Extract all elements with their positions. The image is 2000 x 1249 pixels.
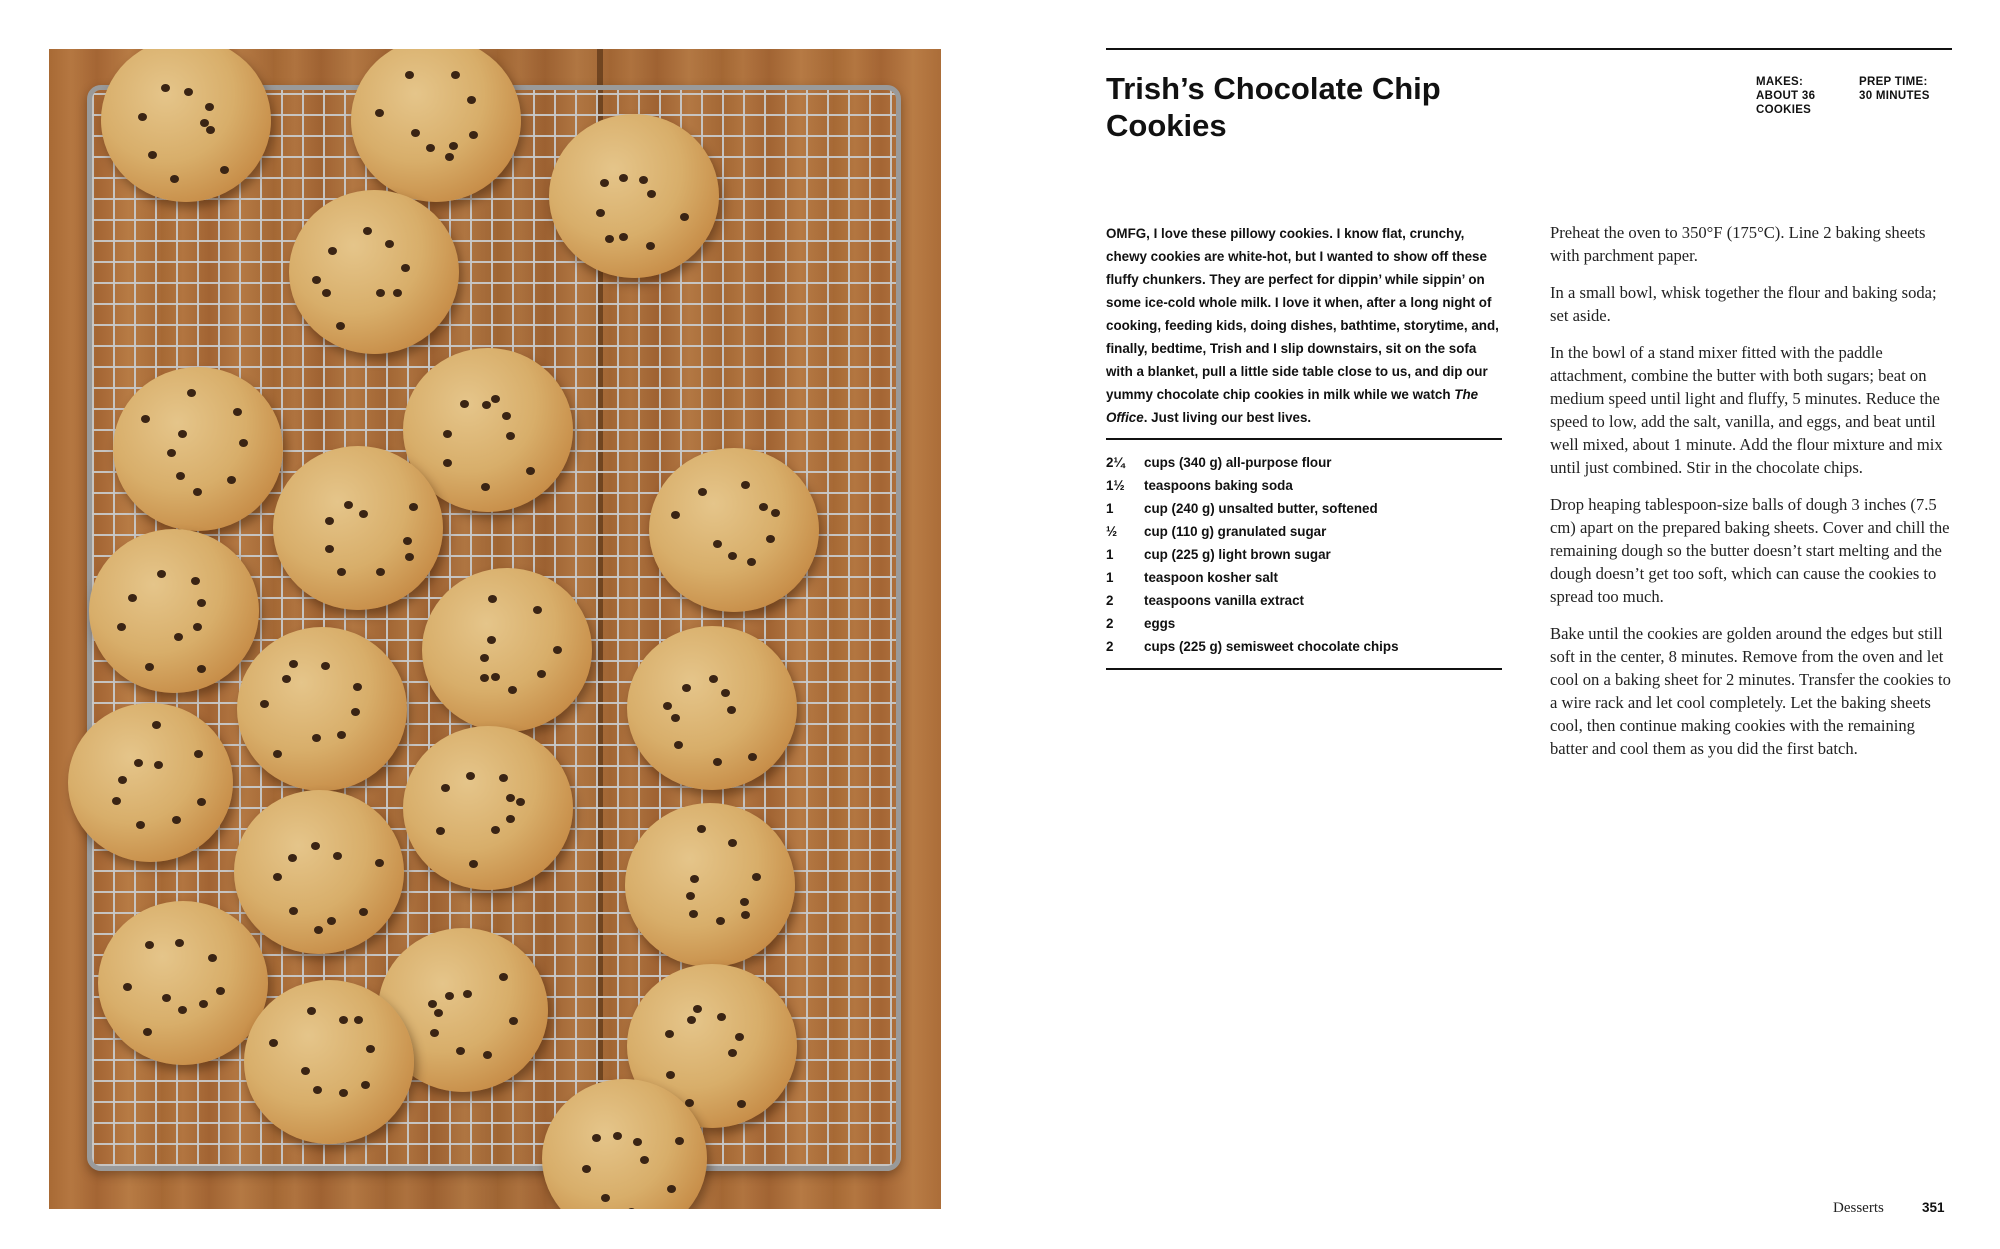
chocolate-chip bbox=[282, 675, 291, 683]
chocolate-chip bbox=[671, 714, 680, 722]
chocolate-chip bbox=[344, 501, 353, 509]
chocolate-chip bbox=[480, 654, 489, 662]
chocolate-chip bbox=[482, 401, 491, 409]
chocolate-chip bbox=[112, 797, 121, 805]
chocolate-chip bbox=[445, 153, 454, 161]
chocolate-chip bbox=[312, 276, 321, 284]
ingredients-list bbox=[1106, 451, 1506, 658]
chocolate-chip bbox=[184, 88, 193, 96]
chocolate-chip bbox=[601, 1194, 610, 1202]
chocolate-chip bbox=[713, 758, 722, 766]
ingredient-text: teaspoons baking soda bbox=[1144, 478, 1293, 493]
chocolate-chip bbox=[220, 166, 229, 174]
chocolate-chip bbox=[145, 663, 154, 671]
chocolate-chip bbox=[328, 247, 337, 255]
chocolate-chip bbox=[721, 689, 730, 697]
cookie bbox=[403, 726, 573, 890]
top-rule bbox=[1106, 48, 1952, 50]
method-step: Preheat the oven to 350°F (175°C). Line 2 baking sheets with parchment paper. bbox=[1550, 223, 1926, 265]
intro-show-title: The Office bbox=[1106, 387, 1479, 425]
chocolate-chip bbox=[445, 992, 454, 1000]
chocolate-chip bbox=[747, 558, 756, 566]
ingredient-quantity: ½ bbox=[1106, 524, 1118, 539]
chocolate-chip bbox=[506, 432, 515, 440]
chocolate-chip bbox=[674, 741, 683, 749]
chocolate-chip bbox=[516, 798, 525, 806]
recipe-title: Trish’s Chocolate Chip Cookies bbox=[1106, 71, 1441, 143]
method-step: Bake until the cookies are golden around the edges but still soft in the center, 8 minutes. Remove from the oven and let cool on a baking sheet for 2 minutes. Transfer the cookies to a wire rack and let cool completely. Let the baking sheets cool, then continue making cookies with the remaining batter and cool them as you did the first batch. bbox=[1550, 624, 1951, 758]
cookie bbox=[422, 568, 592, 732]
prep-time-info bbox=[1859, 75, 1959, 103]
chocolate-chip bbox=[728, 552, 737, 560]
chocolate-chip bbox=[239, 439, 248, 447]
ingredient-quantity: 1½ bbox=[1106, 478, 1125, 493]
chocolate-chip bbox=[675, 1137, 684, 1145]
chocolate-chip bbox=[481, 483, 490, 491]
cookie bbox=[237, 627, 407, 791]
chocolate-chip bbox=[301, 1067, 310, 1075]
ingredient-quantity: 1 bbox=[1106, 501, 1114, 516]
chocolate-chip bbox=[273, 750, 282, 758]
cookie-photo bbox=[49, 49, 941, 1209]
chocolate-chip bbox=[375, 859, 384, 867]
chocolate-chip bbox=[697, 825, 706, 833]
ingredient-quantity: 2¼ bbox=[1106, 455, 1125, 470]
cookie bbox=[627, 626, 797, 790]
method-step: In the bowl of a stand mixer fitted with the paddle attachment, combine the butter with both sugars; beat on medium speed until light and fluffy, 5 minutes. Reduce the speed to low, add the salt, vanilla, and eggs, and beat until well mixed, about 1 minute. Add the flour mixture and mix until just combined. Stir in the chocolate chips. bbox=[1550, 343, 1943, 477]
chocolate-chip bbox=[403, 537, 412, 545]
chocolate-chip bbox=[600, 179, 609, 187]
chocolate-chip bbox=[393, 289, 402, 297]
chocolate-chip bbox=[321, 662, 330, 670]
ingredient-text: teaspoon kosher salt bbox=[1144, 570, 1278, 585]
chocolate-chip bbox=[680, 213, 689, 221]
chocolate-chip bbox=[312, 734, 321, 742]
chocolate-chip bbox=[205, 103, 214, 111]
chocolate-chip bbox=[174, 633, 183, 641]
chocolate-chip bbox=[460, 400, 469, 408]
chocolate-chip bbox=[193, 488, 202, 496]
chocolate-chip bbox=[728, 1049, 737, 1057]
chocolate-chip bbox=[689, 910, 698, 918]
chocolate-chip bbox=[693, 1005, 702, 1013]
chocolate-chip bbox=[366, 1045, 375, 1053]
ingredient-quantity: 1 bbox=[1106, 547, 1114, 562]
chocolate-chip bbox=[613, 1132, 622, 1140]
chocolate-chip bbox=[208, 954, 217, 962]
ingredients-bottom-rule bbox=[1106, 668, 1502, 670]
ingredients-top-rule bbox=[1106, 438, 1502, 440]
ingredient-text: cups (225 g) semisweet chocolate chips bbox=[1144, 639, 1399, 654]
chocolate-chip bbox=[405, 71, 414, 79]
chocolate-chip bbox=[441, 784, 450, 792]
chocolate-chip bbox=[154, 761, 163, 769]
chocolate-chip bbox=[426, 144, 435, 152]
chocolate-chip bbox=[451, 71, 460, 79]
ingredient-text: cup (240 g) unsalted butter, softened bbox=[1144, 501, 1378, 516]
cookie bbox=[89, 529, 259, 693]
chocolate-chip bbox=[172, 816, 181, 824]
chocolate-chip bbox=[487, 636, 496, 644]
chocolate-chip bbox=[325, 517, 334, 525]
chocolate-chip bbox=[336, 322, 345, 330]
chocolate-chip bbox=[666, 1071, 675, 1079]
chocolate-chip bbox=[333, 852, 342, 860]
chocolate-chip bbox=[727, 706, 736, 714]
chocolate-chip bbox=[709, 675, 718, 683]
chocolate-chip bbox=[633, 1138, 642, 1146]
chocolate-chip bbox=[138, 113, 147, 121]
chocolate-chip bbox=[553, 646, 562, 654]
chocolate-chip bbox=[605, 235, 614, 243]
chocolate-chip bbox=[639, 176, 648, 184]
chocolate-chip bbox=[596, 209, 605, 217]
chocolate-chip bbox=[443, 430, 452, 438]
chocolate-chip bbox=[467, 96, 476, 104]
chocolate-chip bbox=[663, 702, 672, 710]
chocolate-chip bbox=[170, 175, 179, 183]
cookie bbox=[649, 448, 819, 612]
chocolate-chip bbox=[466, 772, 475, 780]
chocolate-chip bbox=[640, 1156, 649, 1164]
ingredient-item bbox=[1106, 497, 1506, 520]
chocolate-chip bbox=[713, 540, 722, 548]
makes-info bbox=[1756, 75, 1836, 117]
chocolate-chip bbox=[716, 917, 725, 925]
chocolate-chip bbox=[145, 941, 154, 949]
chocolate-chip bbox=[682, 684, 691, 692]
footer-section-name: Desserts bbox=[1833, 1200, 1884, 1216]
cookie bbox=[113, 367, 283, 531]
chocolate-chip bbox=[193, 623, 202, 631]
chocolate-chip bbox=[361, 1081, 370, 1089]
cookie bbox=[273, 446, 443, 610]
ingredient-text: cups (340 g) all-purpose flour bbox=[1144, 455, 1332, 470]
chocolate-chip bbox=[436, 827, 445, 835]
chocolate-chip bbox=[359, 510, 368, 518]
chocolate-chip bbox=[339, 1089, 348, 1097]
chocolate-chip bbox=[717, 1013, 726, 1021]
chocolate-chip bbox=[289, 660, 298, 668]
chocolate-chip bbox=[627, 1208, 636, 1209]
chocolate-chip bbox=[737, 1100, 746, 1108]
ingredient-item bbox=[1106, 566, 1506, 589]
chocolate-chip bbox=[619, 233, 628, 241]
chocolate-chip bbox=[206, 126, 215, 134]
chocolate-chip bbox=[456, 1047, 465, 1055]
chocolate-chip bbox=[771, 509, 780, 517]
chocolate-chip bbox=[480, 674, 489, 682]
chocolate-chip bbox=[488, 595, 497, 603]
chocolate-chip bbox=[728, 839, 737, 847]
chocolate-chip bbox=[176, 472, 185, 480]
chocolate-chip bbox=[128, 594, 137, 602]
chocolate-chip bbox=[671, 511, 680, 519]
chocolate-chip bbox=[288, 854, 297, 862]
chocolate-chip bbox=[260, 700, 269, 708]
chocolate-chip bbox=[157, 570, 166, 578]
chocolate-chip bbox=[647, 190, 656, 198]
chocolate-chip bbox=[499, 973, 508, 981]
chocolate-chip bbox=[735, 1033, 744, 1041]
chocolate-chip bbox=[289, 907, 298, 915]
chocolate-chip bbox=[197, 599, 206, 607]
cookie bbox=[234, 790, 404, 954]
chocolate-chip bbox=[339, 1016, 348, 1024]
prep-time-value: 30 MINUTES bbox=[1859, 90, 1930, 102]
chocolate-chip bbox=[375, 109, 384, 117]
ingredient-text: eggs bbox=[1144, 616, 1176, 631]
chocolate-chip bbox=[430, 1029, 439, 1037]
chocolate-chip bbox=[141, 415, 150, 423]
chocolate-chip bbox=[449, 142, 458, 150]
chocolate-chip bbox=[269, 1039, 278, 1047]
chocolate-chip bbox=[469, 860, 478, 868]
method-step: Drop heaping tablespoon-size balls of dough 3 inches (7.5 cm) apart on the prepared baking sheets. Cover and chill the remaining dough so the butter doesn’t start melting and the dough doesn’t get too soft, which can cause the cookies to spread too much. bbox=[1550, 495, 1950, 606]
chocolate-chip bbox=[741, 911, 750, 919]
chocolate-chip bbox=[143, 1028, 152, 1036]
chocolate-chip bbox=[197, 665, 206, 673]
prep-time-label: PREP TIME: bbox=[1859, 76, 1928, 88]
method-step: In a small bowl, whisk together the flour and baking soda; set aside. bbox=[1550, 283, 1937, 325]
ingredient-quantity: 1 bbox=[1106, 570, 1114, 585]
chocolate-chip bbox=[411, 129, 420, 137]
chocolate-chip bbox=[428, 1000, 437, 1008]
ingredient-quantity: 2 bbox=[1106, 593, 1114, 608]
recipe-intro bbox=[1106, 222, 1506, 429]
chocolate-chip bbox=[533, 606, 542, 614]
chocolate-chip bbox=[376, 568, 385, 576]
chocolate-chip bbox=[273, 873, 282, 881]
chocolate-chip bbox=[178, 430, 187, 438]
chocolate-chip bbox=[752, 873, 761, 881]
makes-value: ABOUT 36 COOKIES bbox=[1756, 90, 1816, 116]
ingredient-item bbox=[1106, 612, 1506, 635]
chocolate-chip bbox=[667, 1185, 676, 1193]
chocolate-chip bbox=[337, 568, 346, 576]
chocolate-chip bbox=[307, 1007, 316, 1015]
chocolate-chip bbox=[434, 1009, 443, 1017]
chocolate-chip bbox=[175, 939, 184, 947]
ingredient-item bbox=[1106, 451, 1506, 474]
chocolate-chip bbox=[134, 759, 143, 767]
chocolate-chip bbox=[118, 776, 127, 784]
chocolate-chip bbox=[385, 240, 394, 248]
chocolate-chip bbox=[483, 1051, 492, 1059]
chocolate-chip bbox=[619, 174, 628, 182]
ingredient-quantity: 2 bbox=[1106, 616, 1114, 631]
cookie bbox=[289, 190, 459, 354]
chocolate-chip bbox=[178, 1006, 187, 1014]
chocolate-chip bbox=[506, 794, 515, 802]
page-number: 351 bbox=[1922, 1200, 1945, 1215]
chocolate-chip bbox=[686, 892, 695, 900]
chocolate-chip bbox=[199, 1000, 208, 1008]
chocolate-chip bbox=[194, 750, 203, 758]
ingredient-item bbox=[1106, 520, 1506, 543]
chocolate-chip bbox=[748, 753, 757, 761]
chocolate-chip bbox=[401, 264, 410, 272]
chocolate-chip bbox=[405, 553, 414, 561]
chocolate-chip bbox=[509, 1017, 518, 1025]
chocolate-chip bbox=[337, 731, 346, 739]
chocolate-chip bbox=[526, 467, 535, 475]
chocolate-chip bbox=[325, 545, 334, 553]
ingredient-quantity: 2 bbox=[1106, 639, 1114, 654]
ingredient-item bbox=[1106, 543, 1506, 566]
chocolate-chip bbox=[491, 673, 500, 681]
chocolate-chip bbox=[766, 535, 775, 543]
intro-text-end: . Just living our best lives. bbox=[1143, 410, 1312, 425]
chocolate-chip bbox=[314, 926, 323, 934]
chocolate-chip bbox=[353, 683, 362, 691]
ingredient-item bbox=[1106, 474, 1506, 497]
chocolate-chip bbox=[646, 242, 655, 250]
chocolate-chip bbox=[359, 908, 368, 916]
chocolate-chip bbox=[161, 84, 170, 92]
makes-label: MAKES: bbox=[1756, 76, 1804, 88]
chocolate-chip bbox=[117, 623, 126, 631]
chocolate-chip bbox=[582, 1165, 591, 1173]
cookie bbox=[625, 803, 795, 967]
chocolate-chip bbox=[322, 289, 331, 297]
chocolate-chip bbox=[690, 875, 699, 883]
chocolate-chip bbox=[354, 1016, 363, 1024]
chocolate-chip bbox=[136, 821, 145, 829]
chocolate-chip bbox=[508, 686, 517, 694]
chocolate-chip bbox=[123, 983, 132, 991]
chocolate-chip bbox=[499, 774, 508, 782]
chocolate-chip bbox=[351, 708, 360, 716]
chocolate-chip bbox=[698, 488, 707, 496]
cookie bbox=[244, 980, 414, 1144]
cookie bbox=[68, 703, 233, 862]
chocolate-chip bbox=[162, 994, 171, 1002]
ingredient-text: cup (110 g) granulated sugar bbox=[1144, 524, 1327, 539]
chocolate-chip bbox=[376, 289, 385, 297]
chocolate-chip bbox=[311, 842, 320, 850]
chocolate-chip bbox=[148, 151, 157, 159]
cookie bbox=[549, 114, 719, 278]
chocolate-chip bbox=[327, 917, 336, 925]
chocolate-chip bbox=[152, 721, 161, 729]
chocolate-chip bbox=[469, 131, 478, 139]
ingredient-text: cup (225 g) light brown sugar bbox=[1144, 547, 1331, 562]
chocolate-chip bbox=[687, 1016, 696, 1024]
chocolate-chip bbox=[233, 408, 242, 416]
method-steps bbox=[1550, 221, 1956, 774]
cookie bbox=[98, 901, 268, 1065]
intro-text: OMFG, I love these pillowy cookies. I know flat, crunchy, chewy cookies are white-hot, but I wanted to show off these fluffy chunkers. They are perfect for dippin’ while sippin’ on some ice-cold whole milk. I love it when, after a long night of cooking, feeding kids, doing dishes, bathtime, storytime, and, finally, bedtime, Trish and I slip downstairs, sit on the sofa with a blanket, pull a little side table close to us, and dip our yummy chocolate chip cookies in milk while we watch bbox=[1106, 226, 1499, 402]
chocolate-chip bbox=[216, 987, 225, 995]
chocolate-chip bbox=[491, 395, 500, 403]
chocolate-chip bbox=[409, 503, 418, 511]
chocolate-chip bbox=[506, 815, 515, 823]
chocolate-chip bbox=[187, 389, 196, 397]
chocolate-chip bbox=[537, 670, 546, 678]
chocolate-chip bbox=[592, 1134, 601, 1142]
chocolate-chip bbox=[741, 481, 750, 489]
chocolate-chip bbox=[491, 826, 500, 834]
chocolate-chip bbox=[443, 459, 452, 467]
chocolate-chip bbox=[759, 503, 768, 511]
ingredient-text: teaspoons vanilla extract bbox=[1144, 593, 1305, 608]
ingredient-item bbox=[1106, 635, 1506, 658]
chocolate-chip bbox=[313, 1086, 322, 1094]
chocolate-chip bbox=[227, 476, 236, 484]
chocolate-chip bbox=[197, 798, 206, 806]
chocolate-chip bbox=[363, 227, 372, 235]
chocolate-chip bbox=[665, 1030, 674, 1038]
chocolate-chip bbox=[167, 449, 176, 457]
ingredient-item bbox=[1106, 589, 1506, 612]
chocolate-chip bbox=[502, 412, 511, 420]
chocolate-chip bbox=[463, 990, 472, 998]
chocolate-chip bbox=[740, 898, 749, 906]
chocolate-chip bbox=[191, 577, 200, 585]
